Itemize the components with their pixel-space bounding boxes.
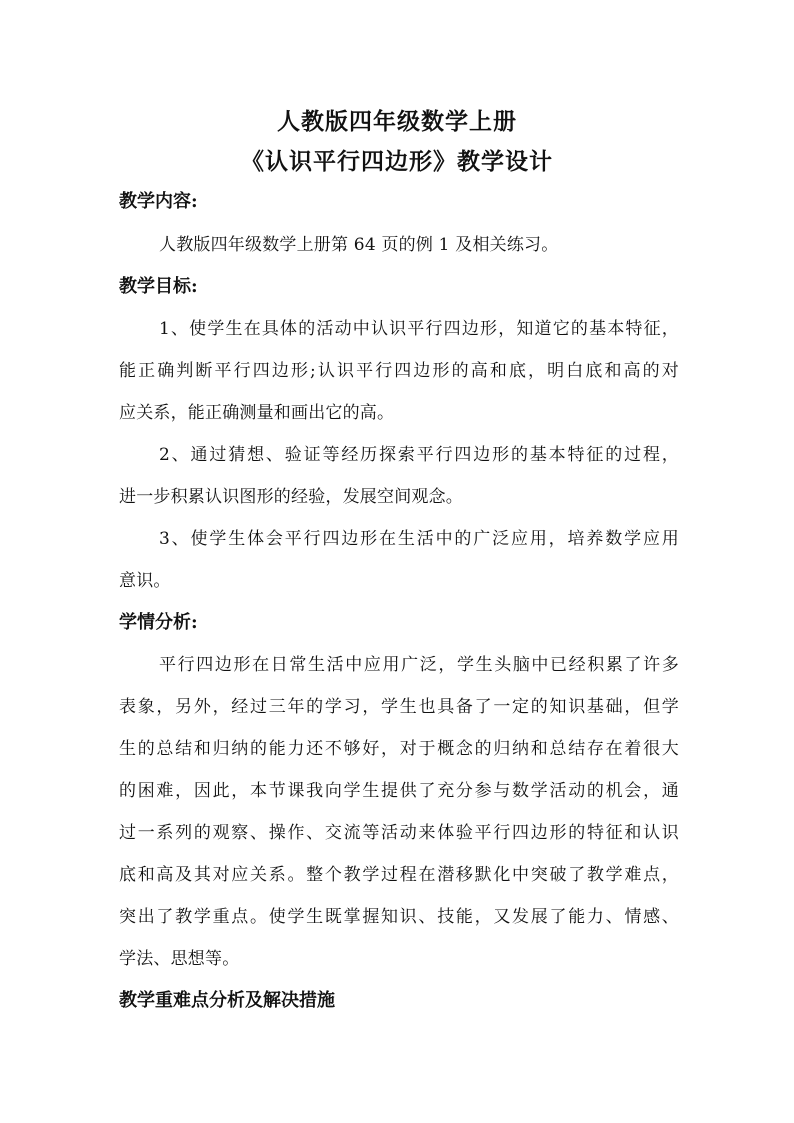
paragraph-line: 应关系，能正确测量和画出它的高。 — [119, 403, 395, 423]
section-heading-content: 教学内容: — [119, 191, 198, 212]
document-title-line1: 人教版四年级数学上册 — [277, 108, 517, 135]
paragraph-line: 人教版四年级数学上册第 64 页的例 1 及相关练习。 — [159, 235, 559, 255]
paragraph-line: 平行四边形在日常生活中应用广泛，学生头脑中已经积累了许多 — [159, 655, 679, 675]
paragraph-line: 突出了教学重点。使学生既掌握知识、技能，又发展了能力、情感、 — [119, 907, 679, 927]
paragraph-line: 能正确判断平行四边形;认识平行四边形的高和底，明白底和高的对 — [119, 361, 679, 381]
paragraph-line: 1、使学生在具体的活动中认识平行四边形，知道它的基本特征， — [159, 319, 679, 339]
document-title-line2: 《认识平行四边形》教学设计 — [241, 148, 553, 175]
section-heading-key-points: 教学重难点分析及解决措施 — [119, 990, 335, 1011]
paragraph-line: 生的总结和归纳的能力还不够好，对于概念的归纳和总结存在着很大 — [119, 739, 679, 759]
paragraph-line: 进一步积累认识图形的经验，发展空间观念。 — [119, 487, 463, 507]
section-heading-objectives: 教学目标: — [119, 276, 198, 297]
paragraph-line: 意识。 — [119, 571, 171, 591]
paragraph-line: 底和高及其对应关系。整个教学过程在潜移默化中突破了教学难点， — [119, 865, 679, 885]
paragraph-line: 2、通过猜想、验证等经历探索平行四边形的基本特征的过程， — [159, 445, 679, 465]
section-heading-analysis: 学情分析: — [119, 612, 198, 633]
paragraph-line: 3、使学生体会平行四边形在生活中的广泛应用，培养数学应用 — [159, 529, 679, 549]
paragraph-line: 过一系列的观察、操作、交流等活动来体验平行四边形的特征和认识 — [119, 823, 679, 843]
paragraph-line: 表象，另外，经过三年的学习，学生也具备了一定的知识基础，但学 — [119, 697, 679, 717]
paragraph-line: 的困难，因此，本节课我向学生提供了充分参与数学活动的机会，通 — [119, 781, 679, 801]
paragraph-line: 学法、思想等。 — [119, 949, 240, 969]
